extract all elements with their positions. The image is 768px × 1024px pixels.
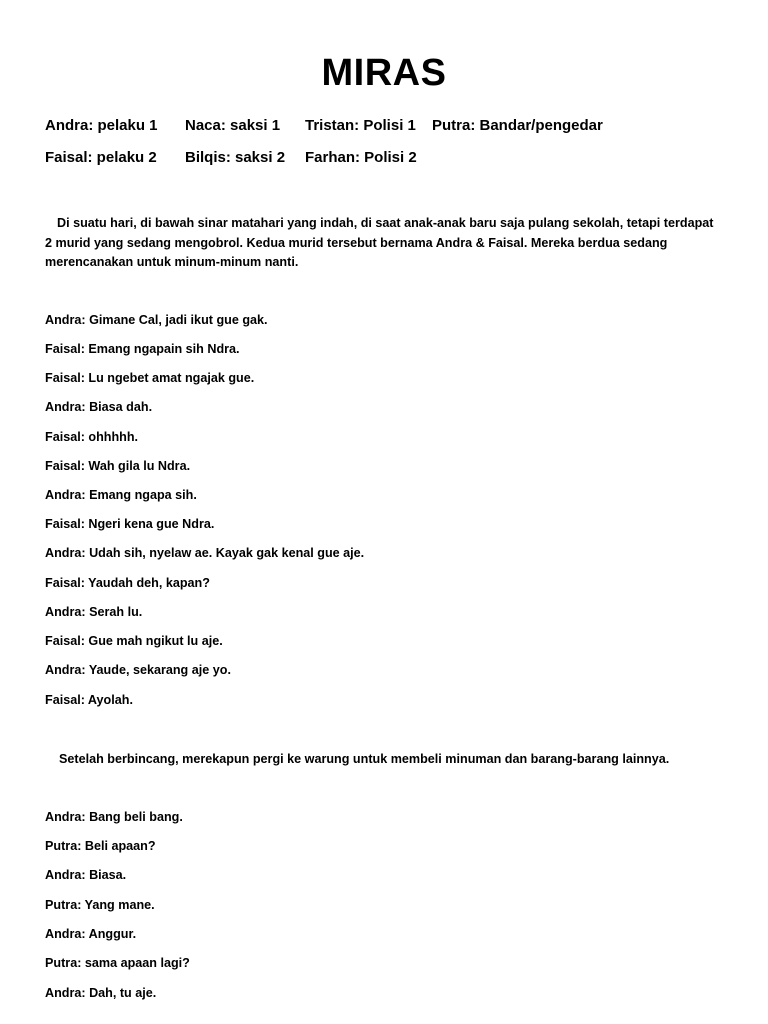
dialogue-line: Andra: Biasa. — [45, 868, 127, 882]
dialogue-line: Andra: Udah sih, nyelaw ae. Kayak gak kenal gue aje. — [45, 546, 365, 560]
dialogue-line: Andra: Serah lu. — [45, 605, 143, 619]
dialogue-line: Faisal: Gue mah ngikut lu aje. — [45, 634, 223, 648]
dialogue-line: Faisal: ohhhhh. — [45, 430, 139, 444]
dialogue-line: Andra: Yaude, sekarang aje yo. — [45, 663, 231, 677]
cast-item: Farhan: Polisi 2 — [305, 149, 417, 166]
dialogue-line: Andra: Bang beli bang. — [45, 810, 183, 824]
dialogue-line: Andra: Gimane Cal, jadi ikut gue gak. — [45, 313, 268, 327]
dialogue-line: Putra: Beli apaan? — [45, 839, 156, 853]
dialogue-line: Andra: Anggur. — [45, 927, 137, 941]
narration-paragraph: Setelah berbincang, merekapun pergi ke warung untuk membeli minuman dan barang-barang lainnya. — [59, 752, 670, 766]
dialogue-line: Faisal: Yaudah deh, kapan? — [45, 576, 210, 590]
cast-item: Bilqis: saksi 2 — [185, 149, 286, 166]
dialogue-line: Faisal: Lu ngebet amat ngajak gue. — [45, 371, 255, 385]
cast-item: Andra: pelaku 1 — [45, 117, 158, 134]
dialogue-line: Putra: Yang mane. — [45, 898, 155, 912]
dialogue-line: Putra: sama apaan lagi? — [45, 956, 190, 970]
cast-item: Tristan: Polisi 1 — [305, 117, 416, 134]
cast-item: Naca: saksi 1 — [185, 117, 281, 134]
dialogue-line: Andra: Emang ngapa sih. — [45, 488, 197, 502]
dialogue-line: Faisal: Ngeri kena gue Ndra. — [45, 517, 215, 531]
dialogue-line: Andra: Dah, tu aje. — [45, 986, 157, 1000]
dialogue-line: Faisal: Wah gila lu Ndra. — [45, 459, 191, 473]
intro-paragraph: Di suatu hari, di bawah sinar matahari yang indah, di saat anak-anak baru saja pulang sekolah, tetapi terdapat 2 murid yang sedang mengobrol. Kedua murid tersebut bernama Andra & Faisal. Mereka berdua sedang merencanakan untuk minum-minum nanti. — [45, 216, 714, 269]
document-title: MIRAS — [321, 52, 447, 94]
dialogue-line: Faisal: Ayolah. — [45, 693, 133, 707]
cast-item: Putra: Bandar/pengedar — [432, 117, 603, 134]
dialogue-line: Faisal: Emang ngapain sih Ndra. — [45, 342, 240, 356]
dialogue-line: Andra: Biasa dah. — [45, 400, 153, 414]
cast-item: Faisal: pelaku 2 — [45, 149, 157, 166]
